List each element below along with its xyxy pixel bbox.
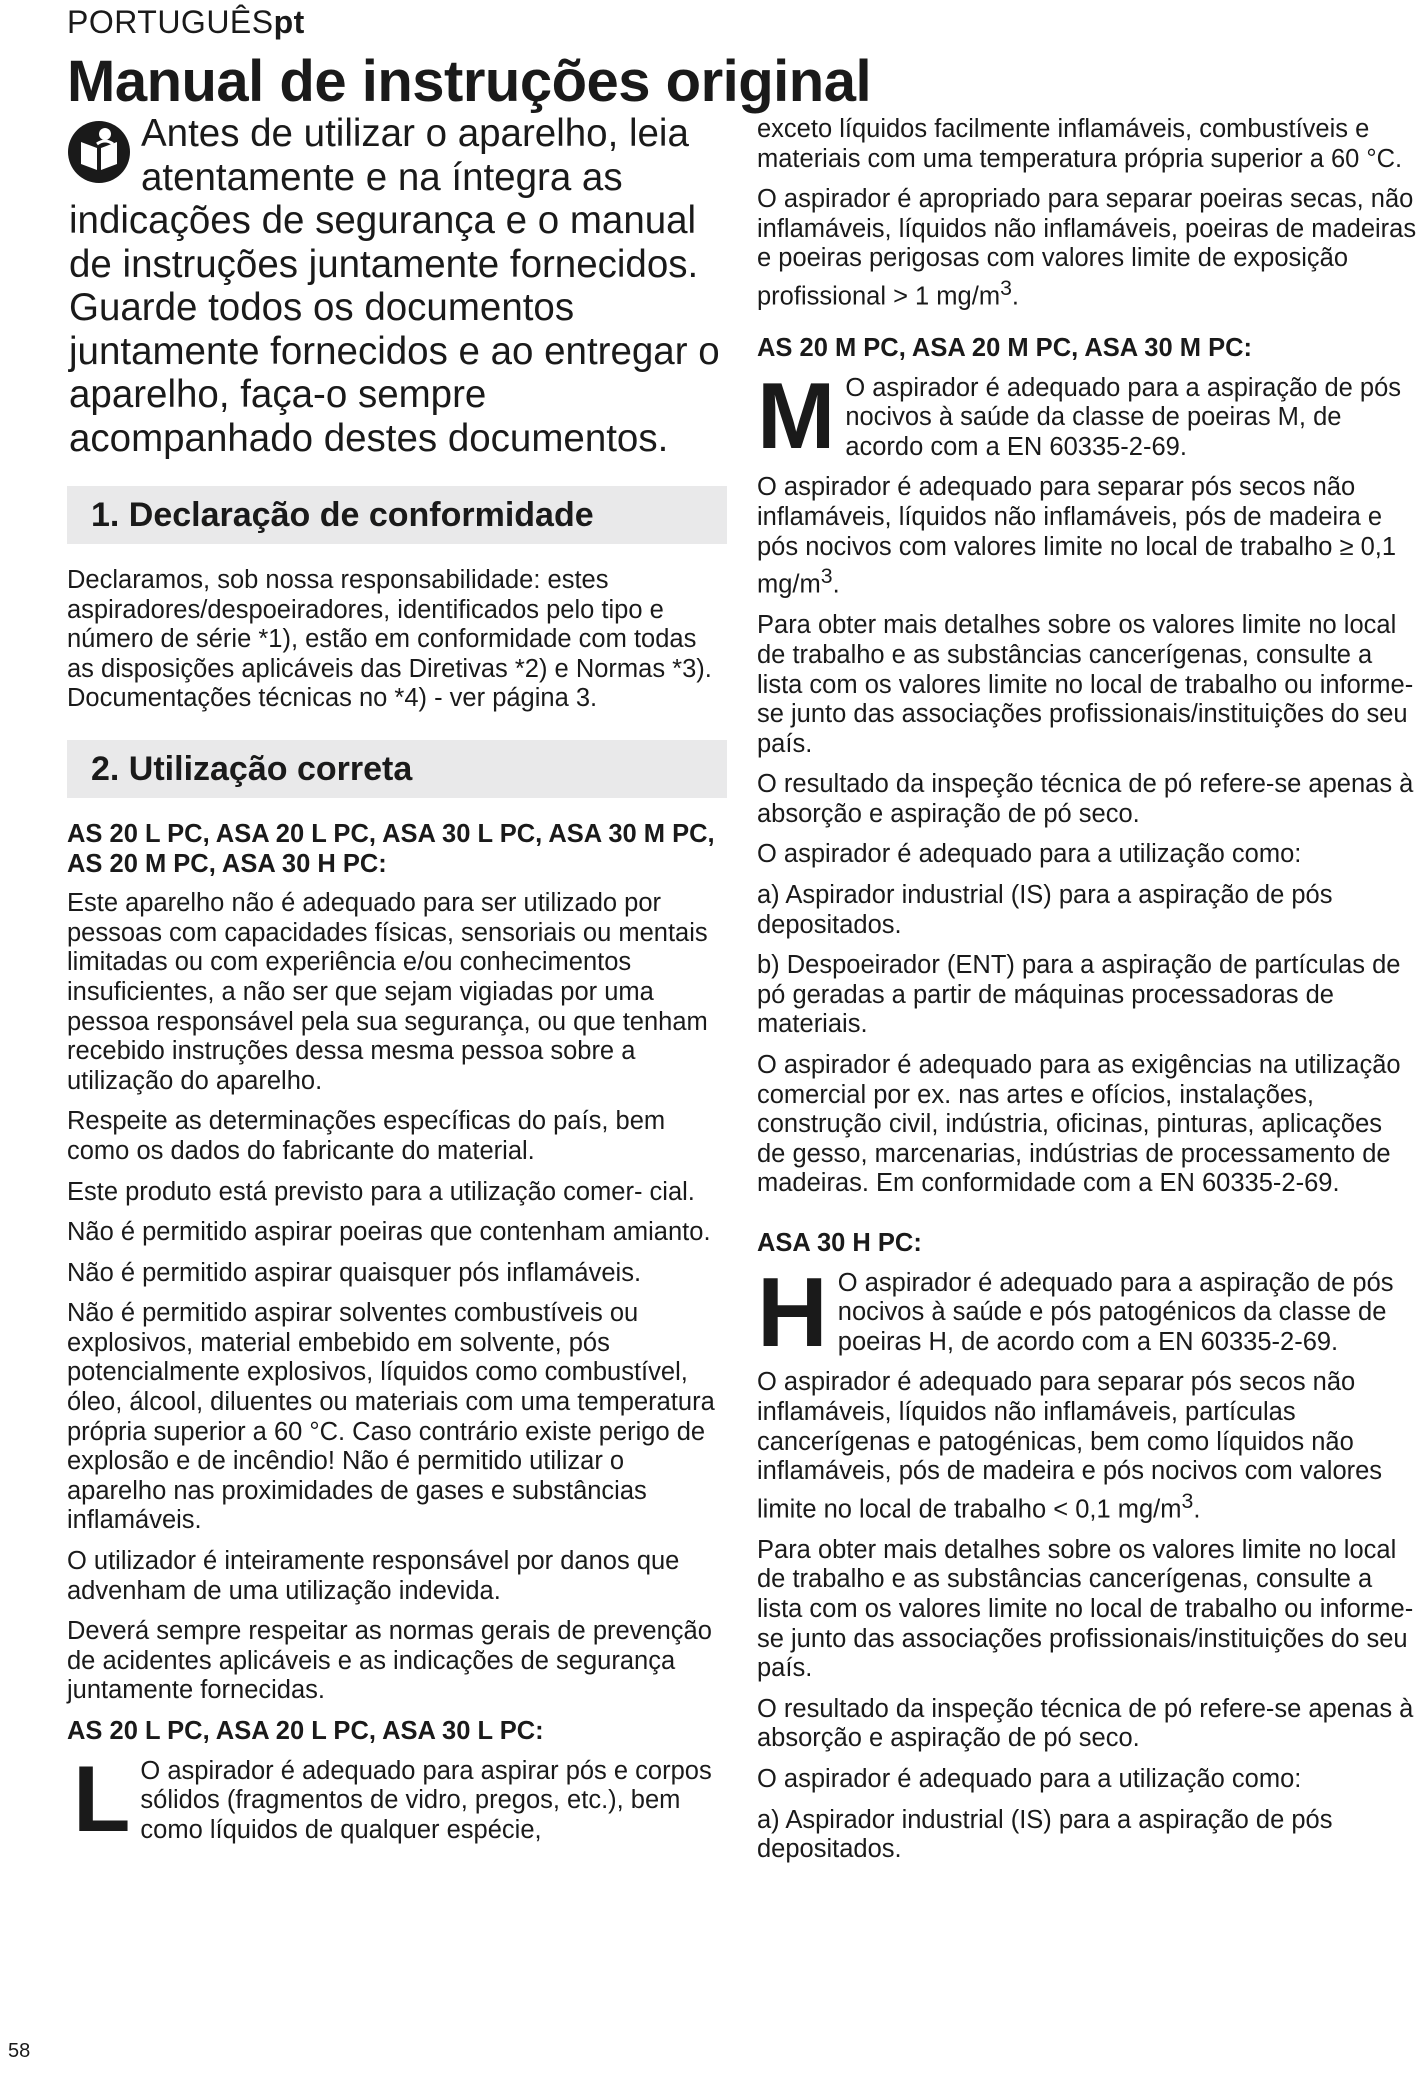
- models-heading-m: AS 20 M PC, ASA 20 M PC, ASA 30 M PC:: [757, 334, 1252, 363]
- dust-class-l-text: O aspirador é adequado para aspirar pós e corpos sólidos (fragmentos de vidro, pregos, etc.), bem como líquidos de qualquer espécie,: [140, 1756, 712, 1844]
- paragraph: Este aparelho não é adequado para ser utilizado por pessoas com capacidades físicas, sensoriais ou mentais limitadas ou com experiência e/ou conhecimentos insuficientes, a não ser que sejam vigiadas por uma pessoa responsável pela sua segurança, ou que tenham recebido instruções dessa mesma pessoa sobre a utilização do aparelho.: [67, 889, 708, 1095]
- dust-class-m-label: M: [757, 362, 836, 468]
- section-title-correct-use: 2. Utilização correta: [67, 740, 727, 798]
- models-heading-l: AS 20 L PC, ASA 20 L PC, ASA 30 L PC:: [67, 1717, 544, 1745]
- dust-class-m-text: O aspirador é adequado para a aspiração de pós nocivos à saúde da classe de poeiras M, de acordo com a EN 60335-2-69.: [845, 373, 1402, 461]
- paragraph: Deverá sempre respeitar as normas gerais de prevenção de acidentes aplicáveis e as indicações de segurança juntamente fornecidas.: [67, 1617, 712, 1705]
- dust-class-l-label: L: [73, 1745, 131, 1851]
- paragraph: O resultado da inspeção técnica de pó refere-se apenas à absorção e aspiração de pó seco.: [757, 770, 1414, 828]
- language-header: [67, 4, 305, 41]
- paragraph: Para obter mais detalhes sobre os valores limite no local de trabalho e as substâncias cancerígenas, consulte a lista com os valores limite no local de trabalho ou informe-se junto das associações profissionais/instituições do seu país.: [757, 611, 1414, 758]
- models-heading-h: ASA 30 H PC:: [757, 1229, 922, 1257]
- paragraph: Respeite as determinações específicas do país, bem como os dados do fabricante do material.: [67, 1107, 666, 1165]
- read-manual-icon: [67, 120, 131, 184]
- paragraph: Não é permitido aspirar poeiras que contenham amianto.: [67, 1218, 711, 1247]
- paragraph: O aspirador é adequado para a utilização como:: [757, 1765, 1302, 1793]
- paragraph: O aspirador é apropriado para separar poeiras secas, não inflamáveis, líquidos não inflamáveis, poeiras de madeiras e poeiras perigosas com valores limite de exposição profissional > 1 $mg/m^3$.: [757, 185, 1417, 311]
- dust-class-m-block: [757, 362, 1417, 468]
- paragraph: O aspirador é adequado para as exigências na utilização comercial por ex. nas artes e ofícios, instalações, construção civil, indústria, oficinas, pinturas, aplicações de gesso, marcenarias, indústrias de processamento de madeiras. Em conformidade com a EN 60335-2-69.: [757, 1051, 1401, 1198]
- paragraph: Não é permitido aspirar solventes combustíveis ou explosivos, material embebido em solvente, pós potencialmente explosivos, líquidos como combustível, óleo, álcool, diluentes ou materiais com uma temperatura própria superior a 60 °C. Caso contrário existe perigo de explosão e de incêndio! Não é permitido utilizar o aparelho nas proximidades de gases e substâncias inflamáveis.: [67, 1299, 715, 1535]
- paragraph: O utilizador é inteiramente responsável por danos que advenham de uma utilização indevida.: [67, 1547, 680, 1605]
- paragraph: O aspirador é adequado para a utilização como:: [757, 840, 1302, 869]
- paragraph: O resultado da inspeção técnica de pó refere-se apenas à absorção e aspiração de pó seco.: [757, 1694, 1414, 1753]
- right-column: [757, 115, 1417, 1876]
- paragraph: Este produto está previsto para a utilização comer- cial.: [67, 1177, 695, 1206]
- dust-class-h-text: O aspirador é adequado para a aspiração de pós nocivos à saúde e pós patogénicos da classe de poeiras H, de acordo com a EN 60335-2-69.: [837, 1268, 1394, 1356]
- dust-class-l-block: [67, 1745, 727, 1851]
- dust-class-h-block: [757, 1256, 1417, 1367]
- paragraph: Não é permitido aspirar quaisquer pós inflamáveis.: [67, 1258, 642, 1287]
- paragraph: O aspirador é adequado para separar pós secos não inflamáveis, líquidos não inflamáveis, pós de madeira e pós nocivos com valores limite no local de trabalho ≥ 0,1 $mg/m^3$.: [757, 473, 1397, 599]
- intro-notice: [67, 112, 727, 460]
- left-column: [67, 112, 727, 1856]
- paragraph: b) Despoeirador (ENT) para a aspiração de partículas de pó geradas a partir de máquinas processadoras de materiais.: [757, 951, 1401, 1039]
- declaration-text: Declaramos, sob nossa responsabilidade: estes aspiradores/despoeiradores, identificados pelo tipo e número de série *1), estão em conformidade com todas as disposições aplicáveis das Diretivas *2) e Normas *3). Documentações técnicas no *4) - ver página 3.: [67, 566, 712, 713]
- language-code: pt: [273, 4, 305, 40]
- paragraph: a) Aspirador industrial (IS) para a aspiração de pós depositados.: [757, 881, 1333, 939]
- page-title: Manual de instruções original: [67, 49, 872, 114]
- paragraph: O aspirador é adequado para separar pós secos não inflamáveis, líquidos não inflamáveis, partículas cancerígenas e patogénicas, bem como líquidos não inflamáveis, pós de madeira e pós nocivos com valores limite no local de trabalho < 0,1 $mg/m^3$.: [757, 1368, 1383, 1524]
- language-name: PORTUGUÊS: [67, 4, 274, 40]
- intro-text: Antes de utilizar o aparelho, leia atentamente e na íntegra as indicações de segurança e o manual de instruções juntamente fornecidos. Guarde todos os documentos juntamente fornecidos e ao entregar o aparelho, faça-o sempre acompanhado destes documentos.: [69, 112, 720, 460]
- paragraph: Para obter mais detalhes sobre os valores limite no local de trabalho e as substâncias cancerígenas, consulte a lista com os valores limite no local de trabalho ou informe-se junto das associações profissionais/instituições do seu país.: [757, 1535, 1414, 1683]
- models-heading: AS 20 L PC, ASA 20 L PC, ASA 30 L PC, ASA 30 M PC, AS 20 M PC, ASA 30 H PC:: [67, 819, 715, 878]
- paragraph: a) Aspirador industrial (IS) para a aspiração de pós depositados.: [757, 1805, 1333, 1864]
- section-title-declaration: 1. Declaração de conformidade: [67, 486, 727, 544]
- page-number: 58: [8, 2040, 31, 2062]
- paragraph: exceto líquidos facilmente inflamáveis, combustíveis e materiais com uma temperatura própria superior a 60 °C.: [757, 115, 1403, 173]
- dust-class-h-label: H: [757, 1256, 828, 1367]
